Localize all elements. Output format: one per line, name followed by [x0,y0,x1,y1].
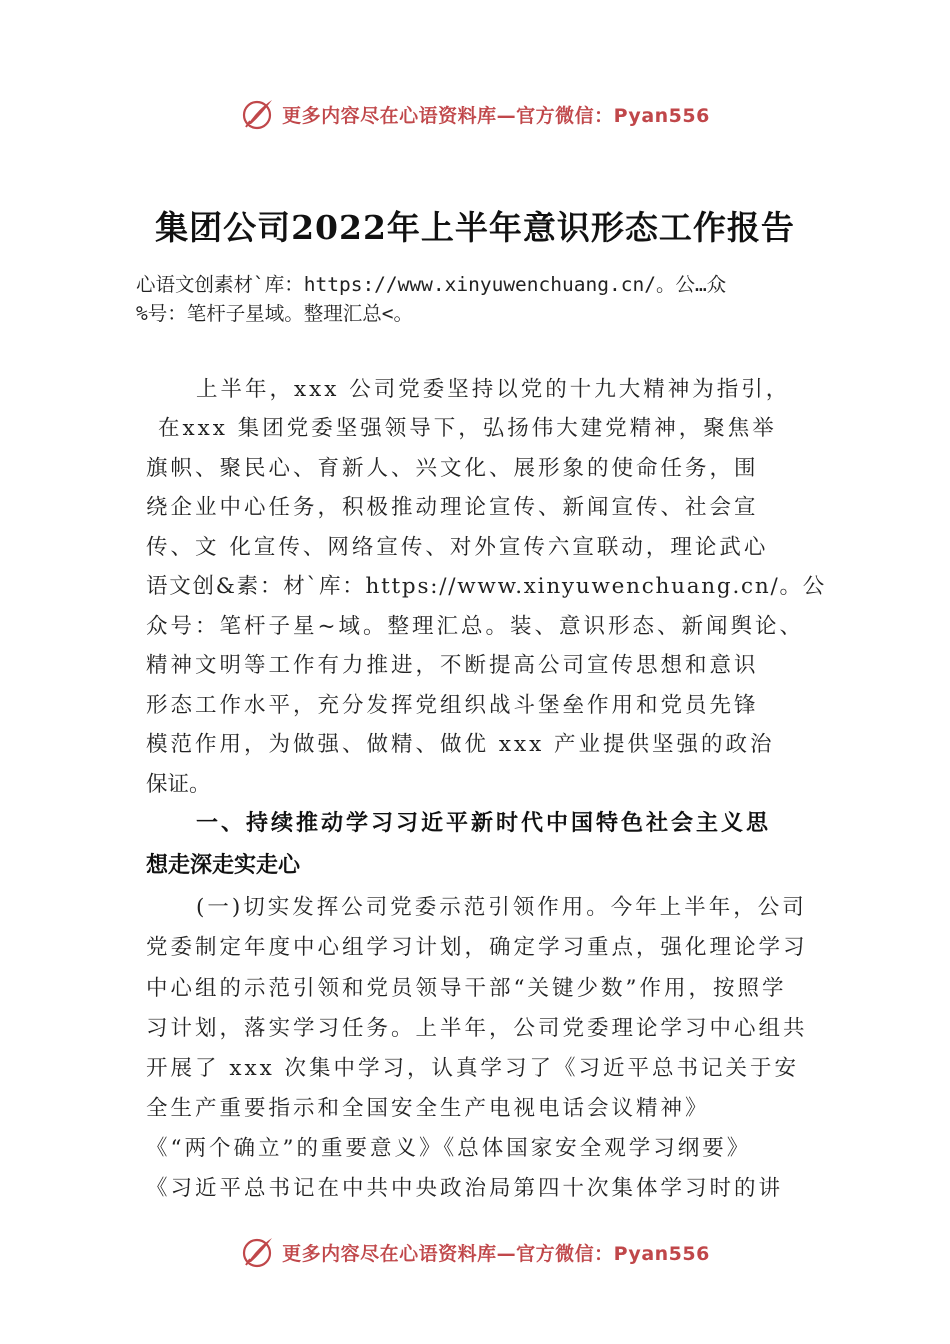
paragraph-line: 全生产重要指示和全国安全生产电视电话会议精神》 [146,1096,710,1121]
quill-pen-seal-icon [240,96,276,132]
watermark-banner-top [0,94,950,134]
source-note [136,270,844,328]
paragraph-line: 保证。 [146,772,211,797]
paragraph-line: 模范作用，为做强、做精、做优 xxx 产业提供坚强的政治 [146,732,775,757]
paragraph-line: 开展了 xxx 次集中学习，认真学习了《习近平总书记关于安 [146,1056,800,1081]
source-note-line-1: 心语文创素材`库：https://www.xinyuwenchuang.cn/。公…众 [136,273,727,296]
paragraph-line: (一)切实发挥公司党委示范引领作用。今年上半年，公司 [196,895,807,920]
paragraph-line: 旗帜、聚民心、育新人、兴文化、展形象的使命任务，围 [146,456,759,481]
watermark-text: 更多内容尽在心语资料库—官方微信：Pyan556 [282,104,710,127]
quill-pen-seal-icon [240,1234,276,1270]
paragraph-line: 习计划，落实学习任务。上半年，公司党委理论学习中心组共 [146,1016,808,1041]
section-heading-line: 一、持续推动学习习近平新时代中国特色社会主义思 [196,811,772,836]
section-heading-line: 想走深走实走心 [146,853,301,878]
paragraph-line: 《“两个确立”的重要意义》《总体国家安全观学习纲要》 [146,1136,752,1161]
paragraph-line: 绕企业中心任务，积极推动理论宣传、新闻宣传、社会宣 [146,495,759,520]
paragraph-line: 精神文明等工作有力推进，不断提高公司宣传思想和意识 [146,653,759,678]
paragraph-line: 在xxx 集团党委坚强领导下，弘扬伟大建党精神，聚焦举 [158,416,777,441]
paragraph-line: 传、文 化宣传、网络宣传、对外宣传六宣联动，理论武心 [146,535,769,560]
document-title: 集团公司2022年上半年意识形态工作报告 [155,208,795,247]
paragraph-line: 上半年，xxx 公司党委坚持以党的十九大精神为指引， [196,377,791,402]
paragraph-line: 形态工作水平，充分发挥党组织战斗堡垒作用和党员先锋 [146,693,759,718]
paragraph-line: 众号：笔杆子星~域。整理汇总。装、意识形态、新闻舆论、 [146,614,805,639]
watermark-text: 更多内容尽在心语资料库—官方微信：Pyan556 [282,1242,710,1265]
watermark-banner-bottom [0,1232,950,1272]
source-note-line-2: %号：笔杆子星域。整理汇总<。 [136,302,413,325]
paragraph-line: 中心组的示范引领和党员领导干部“关键少数”作用，按照学 [146,976,787,1001]
paragraph-line: 党委制定年度中心组学习计划，确定学习重点，强化理论学习 [146,935,808,960]
paragraph-line: 《习近平总书记在中共中央政治局第四十次集体学习时的讲 [146,1176,784,1201]
paragraph-line: 语文创&素：材`库：https://www.xinyuwenchuang.cn/。公 [146,574,826,599]
